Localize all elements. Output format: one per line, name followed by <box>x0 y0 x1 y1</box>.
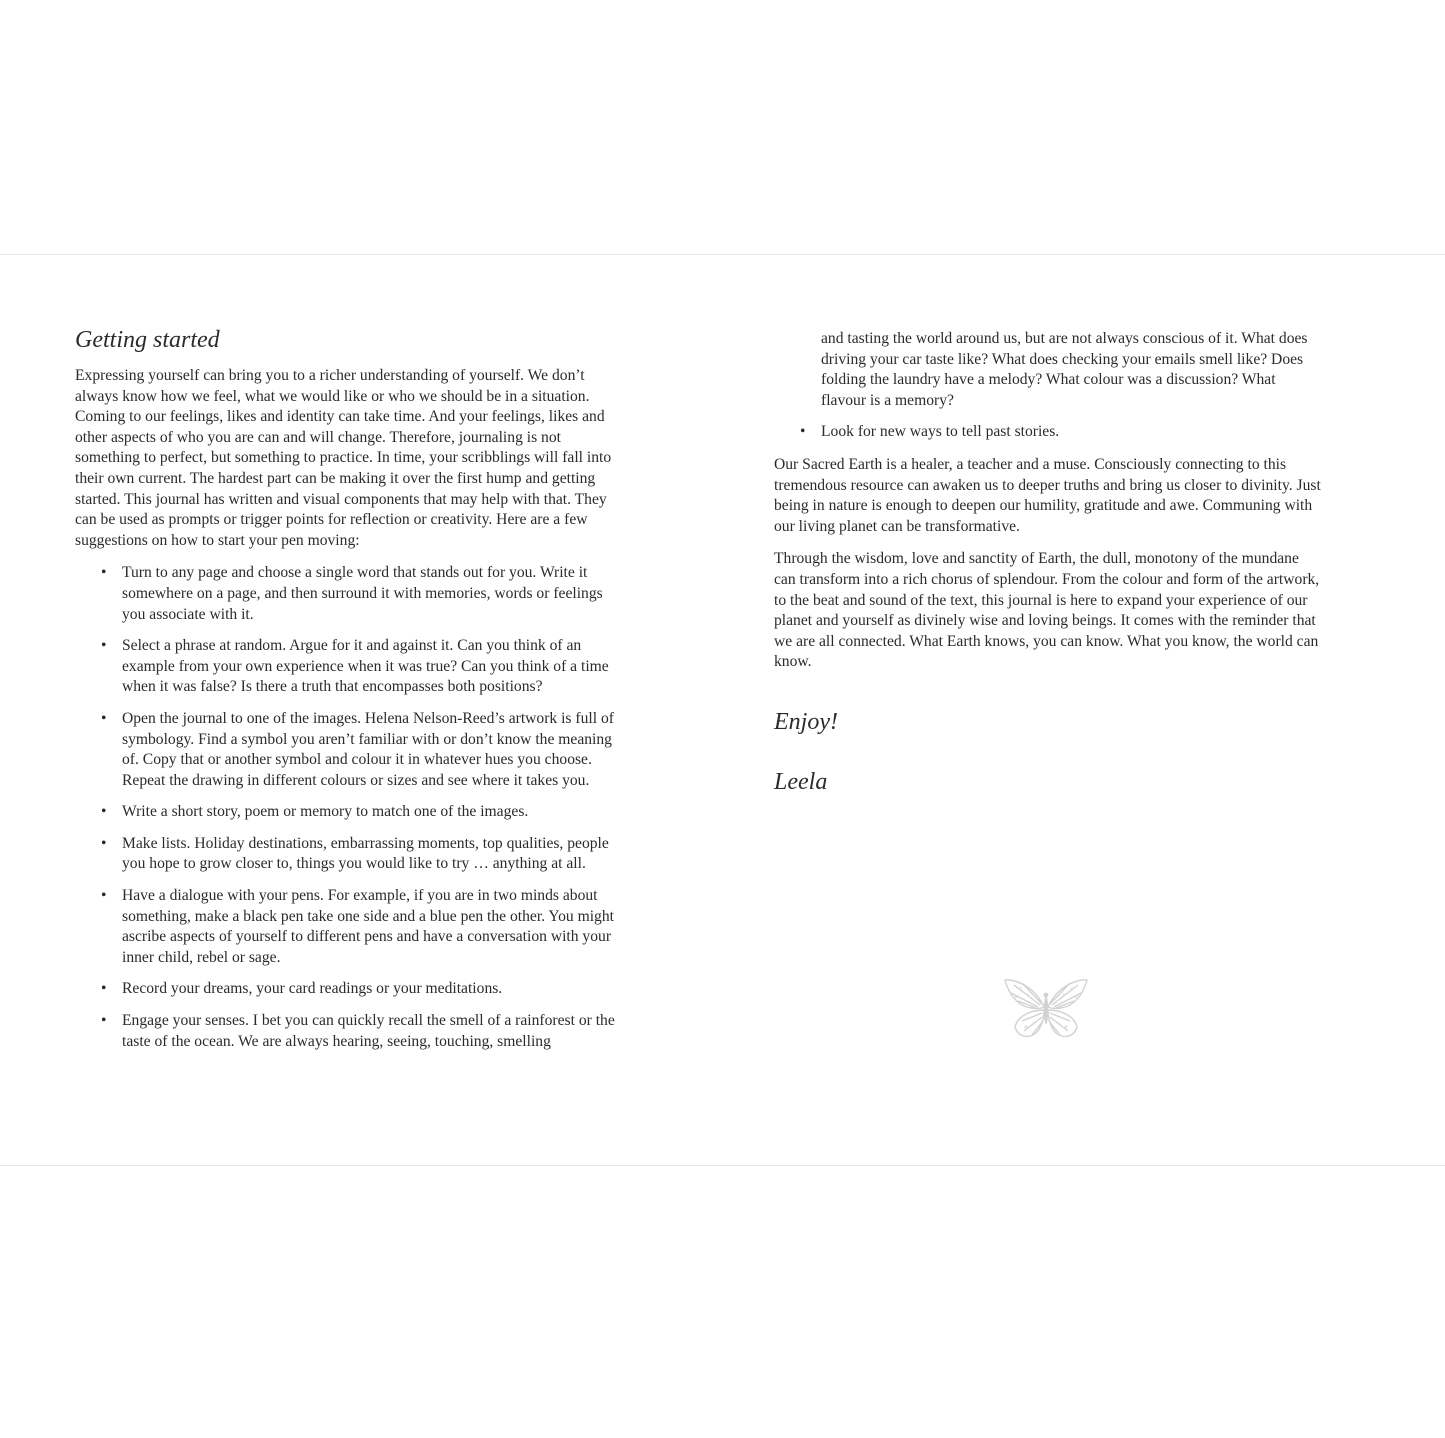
list-item <box>101 1011 620 1052</box>
body-paragraph: Our Sacred Earth is a healer, a teacher and a muse. Consciously connecting to this tremendous resource can awaken us to deeper truths and bring us closer to divinity. Just being in nature is enough to deepen our humility, gratitude and awe. Communing with our living planet can be transformative. <box>774 455 1321 535</box>
list-item-text: Engage your senses. I bet you can quickly recall the smell of a rainforest or the taste of the ocean. We are always hearing, seeing, touching, smelling <box>122 1012 615 1050</box>
signoff: Enjoy! <box>774 708 838 735</box>
list-item-text: Write a short story, poem or memory to match one of the images. <box>122 803 529 821</box>
book-spread <box>0 254 1445 1166</box>
list-item <box>101 979 620 1000</box>
list-item <box>101 802 620 823</box>
bullet-icon: • <box>101 709 107 727</box>
list-item-text: Turn to any page and choose a single word that stands out for you. Write it somewhere on a page, and then surround it with memories, words or feelings you associate with it. <box>122 564 603 623</box>
bullet-icon: • <box>101 834 107 852</box>
left-page <box>0 255 722 1165</box>
suggestion-list <box>75 563 620 1052</box>
bullet-icon: • <box>800 423 806 441</box>
bullet-icon: • <box>101 803 107 821</box>
list-item-text: Have a dialogue with your pens. For example, if you are in two minds about something, make a black pen take one side and a blue pen the other. You might ascribe aspects of yourself to different pens and have a conversation with your inner child, rebel or sage. <box>122 887 614 966</box>
list-item <box>101 886 620 968</box>
butterfly-icon <box>1002 977 1090 1043</box>
list-item <box>101 636 620 698</box>
list-item-text: Select a phrase at random. Argue for it and against it. Can you think of an example from your own experience when it was true? Can you think of a time when it was false? Is there a truth that encompasses both positions? <box>122 637 609 696</box>
continued-list-text: and tasting the world around us, but are not always conscious of it. What does driving your car taste like? What does checking your emails smell like? Does folding the laundry have a melody? What colour was a discussion? What flavour is a memory? <box>821 330 1308 409</box>
bullet-icon: • <box>101 637 107 655</box>
list-item <box>101 563 620 625</box>
list-item-text: Look for new ways to tell past stories. <box>821 423 1060 441</box>
suggestion-list-continued <box>774 422 1322 443</box>
bullet-icon: • <box>101 1012 107 1030</box>
right-column <box>774 329 1322 797</box>
list-item <box>101 709 620 791</box>
list-item <box>800 422 1322 443</box>
signature: Leela <box>774 768 828 795</box>
list-item-text: Record your dreams, your card readings or your meditations. <box>122 980 503 998</box>
bullet-icon: • <box>101 980 107 998</box>
section-heading: Getting started <box>75 327 220 353</box>
body-paragraph: Through the wisdom, love and sanctity of Earth, the dull, monotony of the mundane can transform into a rich chorus of splendour. From the colour and form of the artwork, to the beat and sound of the text, this journal is here to expand your experience of our planet and yourself as divinely wise and loving beings. It comes with the reminder that we are all connected. What Earth knows, you can know. What you know, the world can know. <box>774 550 1320 671</box>
bullet-icon: • <box>101 564 107 582</box>
right-page <box>722 255 1445 1165</box>
intro-paragraph: Expressing yourself can bring you to a richer understanding of yourself. We don’t always know how we feel, what we would like or who we should be in a situation. Coming to our feelings, likes and identity can take time. And your feelings, likes and other aspects of who you are can and will change. Therefore, journaling is not something to perfect, but something to practice. In time, your scribblings will fall into their own current. The hardest part can be making it over the first hump and getting started. This journal has written and visual components that may help with that. They can be used as prompts or trigger points for reflection or creativity. Here are a few suggestions on how to start your pen moving: <box>75 367 612 549</box>
list-item-text: Open the journal to one of the images. Helena Nelson-Reed’s artwork is full of symbology. Find a symbol you aren’t familiar with or don’t know the meaning of. Copy that or another symbol and colour it in whatever hues you choose. Repeat the drawing in different colours or sizes and see where it takes you. <box>122 709 614 789</box>
bullet-icon: • <box>101 887 107 905</box>
list-item-text: Make lists. Holiday destinations, embarrassing moments, top qualities, people you hope to grow closer to, things you would like to try … anything at all. <box>122 834 609 873</box>
list-item <box>101 834 620 875</box>
left-column <box>75 325 620 1064</box>
